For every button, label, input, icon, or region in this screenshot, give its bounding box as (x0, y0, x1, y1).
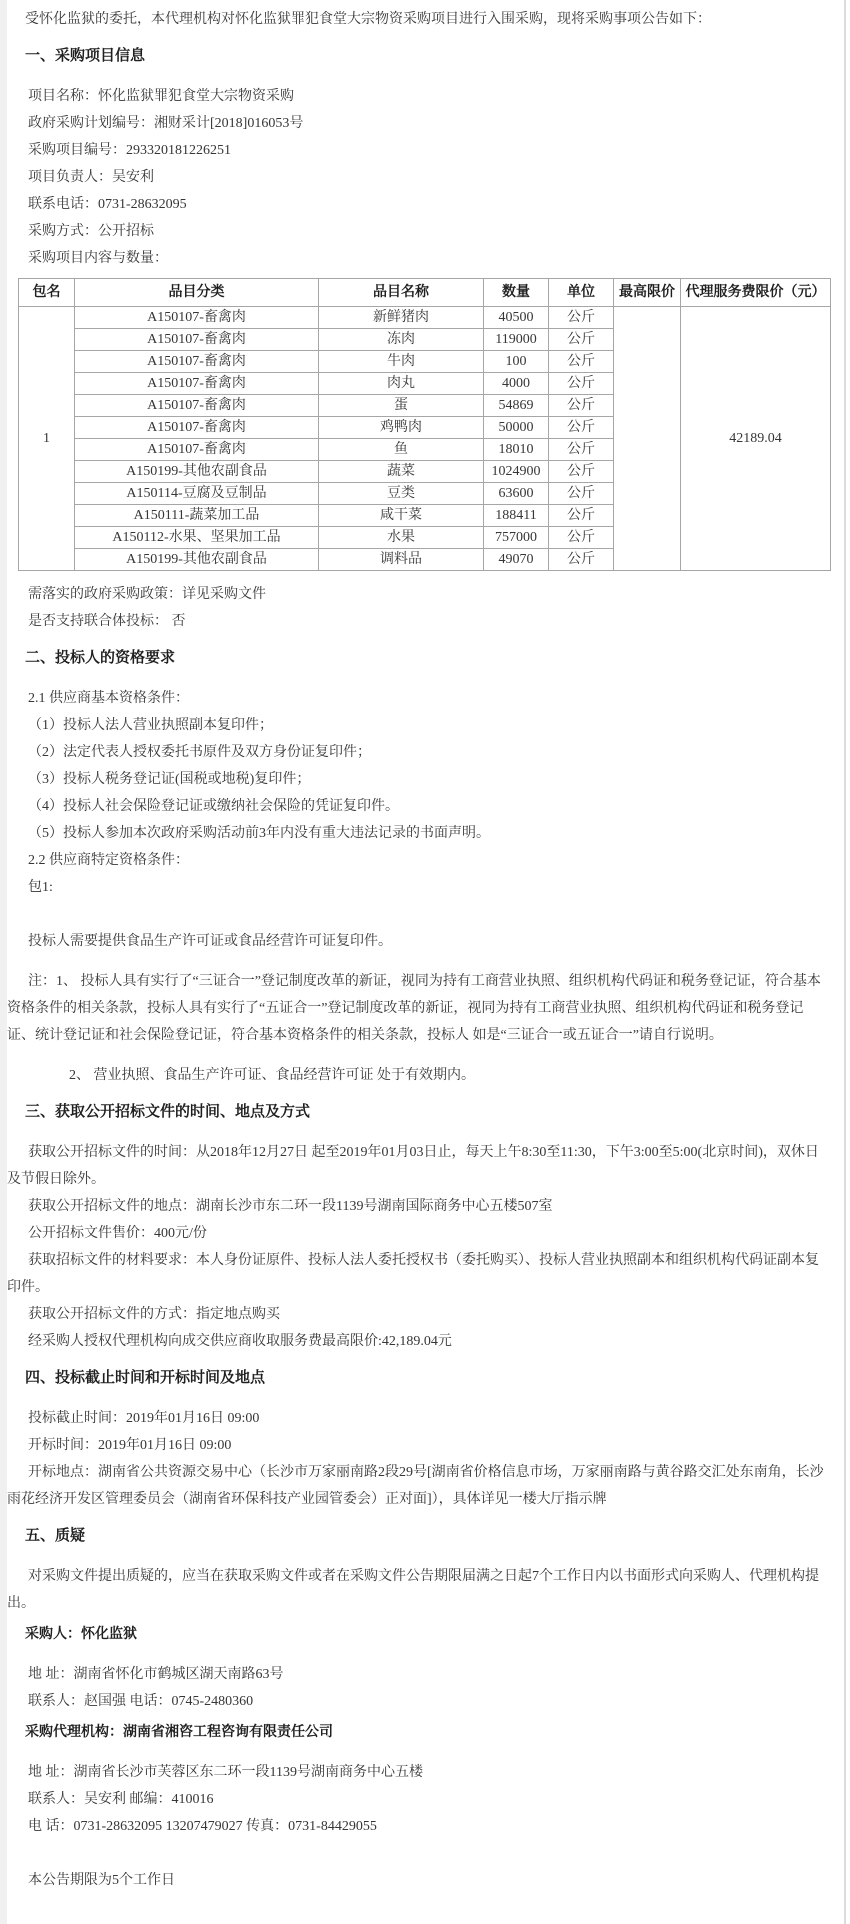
category-cell: A150114-豆腐及豆制品 (75, 483, 319, 505)
policy-note-line: 需落实的政府采购政策：详见采购文件 (28, 587, 266, 602)
open-time: 开标时间：2019年01月16日 09:00 (28, 1438, 232, 1453)
project-number: 采购项目编号：293320181226251 (28, 143, 231, 158)
doc-price: 公开招标文件售价：400元/份 (28, 1226, 207, 1241)
purchaser-contact: 联系人：赵国强 电话：0745-2480360 (28, 1694, 254, 1709)
basic-qualification-label: 2.1 供应商基本资格条件： (28, 691, 189, 706)
item-name-cell: 鸡鸭肉 (319, 417, 484, 439)
unit-cell: 公斤 (549, 505, 614, 527)
unit-cell: 公斤 (549, 483, 614, 505)
col-header-max-price: 最高限价 (614, 279, 681, 307)
intro-paragraph: 受怀化监狱的委托，本代理机构对怀化监狱罪犯食堂大宗物资采购项目进行入围采购，现将采购事项公告如下： (25, 12, 711, 27)
col-header-unit: 单位 (549, 279, 614, 307)
quantity-cell: 63600 (484, 483, 549, 505)
unit-cell: 公斤 (549, 307, 614, 329)
joint-bid-line: 是否支持联合体投标： 否 (28, 614, 186, 629)
obtain-time: 获取公开招标文件的时间：从2018年12月27日 起至2019年01月03日止，每天上午8:30至11:30，下午3:00至5:00(北京时间)，双休日及节假日除外。 (7, 1145, 819, 1187)
agency-address: 地 址：湖南省长沙市芙蓉区东二环一段1139号湖南商务中心五楼 (28, 1765, 423, 1780)
category-cell: A150107-畜禽肉 (75, 417, 319, 439)
unit-cell: 公斤 (549, 549, 614, 571)
unit-cell: 公斤 (549, 461, 614, 483)
quantity-cell: 757000 (484, 527, 549, 549)
query-rule: 对采购文件提出质疑的，应当在获取采购文件或者在采购文件公告期限届满之日起7个工作日内以书面形式向采购人、代理机构提出。 (7, 1569, 819, 1611)
qualification-item-2: （2）法定代表人授权委托书原件及双方身份证复印件； (28, 745, 371, 760)
category-cell: A150107-畜禽肉 (75, 329, 319, 351)
col-header-category: 品目分类 (75, 279, 319, 307)
col-header-qty: 数量 (484, 279, 549, 307)
project-name: 项目名称：怀化监狱罪犯食堂大宗物资采购 (28, 89, 294, 104)
note-paragraph-2: 2、 营业执照、食品生产许可证、食品经营许可证 处于有效期内。 (69, 1068, 475, 1083)
section-deadline-heading: 四、投标截止时间和开标时间及地点 (25, 1370, 266, 1386)
agency-phone: 电 话：0731-28632095 13207479027 传真：0731-84429055 (28, 1819, 377, 1834)
category-cell: A150199-其他农副食品 (75, 549, 319, 571)
table-header-row (19, 279, 831, 307)
category-cell: A150107-畜禽肉 (75, 351, 319, 373)
item-name-cell: 调料品 (319, 549, 484, 571)
quantity-cell: 119000 (484, 329, 549, 351)
item-name-cell: 肉丸 (319, 373, 484, 395)
unit-cell: 公斤 (549, 527, 614, 549)
package-label: 包1: (28, 880, 53, 895)
item-name-cell: 水果 (319, 527, 484, 549)
purchaser-address: 地 址：湖南省怀化市鹤城区湖天南路63号 (28, 1667, 284, 1682)
item-name-cell: 新鲜猪肉 (319, 307, 484, 329)
item-name-cell: 咸干菜 (319, 505, 484, 527)
specific-qualification-label: 2.2 供应商特定资格条件： (28, 853, 189, 868)
col-header-package: 包名 (19, 279, 75, 307)
qualification-item-3: （3）投标人税务登记证(国税或地税)复印件； (28, 772, 311, 787)
item-name-cell: 蔬菜 (319, 461, 484, 483)
unit-cell: 公斤 (549, 351, 614, 373)
procurement-method: 采购方式：公开招标 (28, 224, 154, 239)
content-quantity-label: 采购项目内容与数量： (28, 251, 168, 266)
unit-cell: 公斤 (549, 395, 614, 417)
section-project-heading: 一、采购项目信息 (25, 48, 146, 64)
category-cell: A150199-其他农副食品 (75, 461, 319, 483)
page-left-gutter (0, 0, 7, 1924)
project-leader: 项目负责人：吴安利 (28, 170, 154, 185)
quantity-cell: 54869 (484, 395, 549, 417)
unit-cell: 公斤 (549, 439, 614, 461)
contact-phone: 联系电话：0731-28632095 (28, 197, 187, 212)
unit-cell: 公斤 (549, 417, 614, 439)
section-obtain-heading: 三、获取公开招标文件的时间、地点及方式 (25, 1104, 311, 1120)
purchaser-heading: 采购人：怀化监狱 (25, 1627, 137, 1642)
quantity-cell: 18010 (484, 439, 549, 461)
item-name-cell: 冻肉 (319, 329, 484, 351)
col-header-agency-fee: 代理服务费限价（元） (681, 279, 831, 307)
quantity-cell: 188411 (484, 505, 549, 527)
item-name-cell: 蛋 (319, 395, 484, 417)
obtain-method: 获取公开招标文件的方式：指定地点购买 (28, 1307, 280, 1322)
section-qualification-heading: 二、投标人的资格要求 (25, 650, 176, 666)
open-place: 开标地点：湖南省公共资源交易中心（长沙市万家丽南路2段29号[湖南省价格信息市场，万家丽南路与黄谷路交汇处东南角，长沙雨花经济开发区管理委员会（湖南省环保科技产业园管委会）正对面]），具体详见一楼大厅指示牌 (7, 1465, 824, 1507)
category-cell: A150107-畜禽肉 (75, 373, 319, 395)
item-name-cell: 牛肉 (319, 351, 484, 373)
max-price-cell (614, 307, 681, 571)
item-name-cell: 鱼 (319, 439, 484, 461)
category-cell: A150107-畜禽肉 (75, 395, 319, 417)
unit-cell: 公斤 (549, 373, 614, 395)
category-cell: A150107-畜禽肉 (75, 307, 319, 329)
quantity-cell: 4000 (484, 373, 549, 395)
qualification-item-1: （1）投标人法人营业执照副本复印件； (28, 718, 273, 733)
quantity-cell: 1024900 (484, 461, 549, 483)
section-query-heading: 五、质疑 (25, 1528, 86, 1544)
quantity-cell: 50000 (484, 417, 549, 439)
agency-heading: 采购代理机构：湖南省湘咨工程咨询有限责任公司 (25, 1725, 333, 1740)
col-header-item: 品目名称 (319, 279, 484, 307)
category-cell: A150107-畜禽肉 (75, 439, 319, 461)
procurement-items-table (18, 278, 831, 571)
bid-deadline: 投标截止时间：2019年01月16日 09:00 (28, 1411, 260, 1426)
category-cell: A150112-水果、坚果加工品 (75, 527, 319, 549)
quantity-cell: 40500 (484, 307, 549, 329)
package-requirement: 投标人需要提供食品生产许可证或食品经营许可证复印件。 (28, 934, 392, 949)
agency-contact: 联系人：吴安利 邮编：410016 (28, 1792, 214, 1807)
obtain-place: 获取公开招标文件的地点：湖南长沙市东二环一段1139号湖南国际商务中心五楼507室 (28, 1199, 553, 1214)
package-number-cell: 1 (19, 307, 75, 571)
qualification-item-5: （5）投标人参加本次政府采购活动前3年内没有重大违法记录的书面声明。 (28, 826, 490, 841)
material-requirement: 获取招标文件的材料要求：本人身份证原件、投标人法人委托授权书（委托购买）、投标人营业执照副本和组织机构代码证副本复印件。 (7, 1253, 819, 1295)
qualification-item-4: （4）投标人社会保险登记证或缴纳社会保险的凭证复印件。 (28, 799, 399, 814)
note-paragraph-1: 注：1、 投标人具有实行了“三证合一”登记制度改革的新证，视同为持有工商营业执照、组织机构代码证和税务登记证，符合基本资格条件的相关条款，投标人具有实行了“五证合一”登记制度改革的新证，视同为持有工商营业执照、组织机构代码证和税务登记证、统计登记证和社会保险登记证，符合基本资格条件的相关条款，投标人 如是“三证合一或五证合一”请自行说明。 (7, 974, 821, 1043)
service-fee-limit: 经采购人授权代理机构向成交供应商收取服务费最高限价:42,189.04元 (28, 1334, 452, 1349)
page-right-divider (844, 0, 846, 1924)
unit-cell: 公斤 (549, 329, 614, 351)
quantity-cell: 49070 (484, 549, 549, 571)
plan-number: 政府采购计划编号：湘财采计[2018]016053号 (28, 116, 304, 131)
agency-fee-cell: 42189.04 (681, 307, 831, 571)
table-row (19, 307, 831, 329)
quantity-cell: 100 (484, 351, 549, 373)
category-cell: A150111-蔬菜加工品 (75, 505, 319, 527)
item-name-cell: 豆类 (319, 483, 484, 505)
announcement-period: 本公告期限为5个工作日 (28, 1873, 175, 1888)
